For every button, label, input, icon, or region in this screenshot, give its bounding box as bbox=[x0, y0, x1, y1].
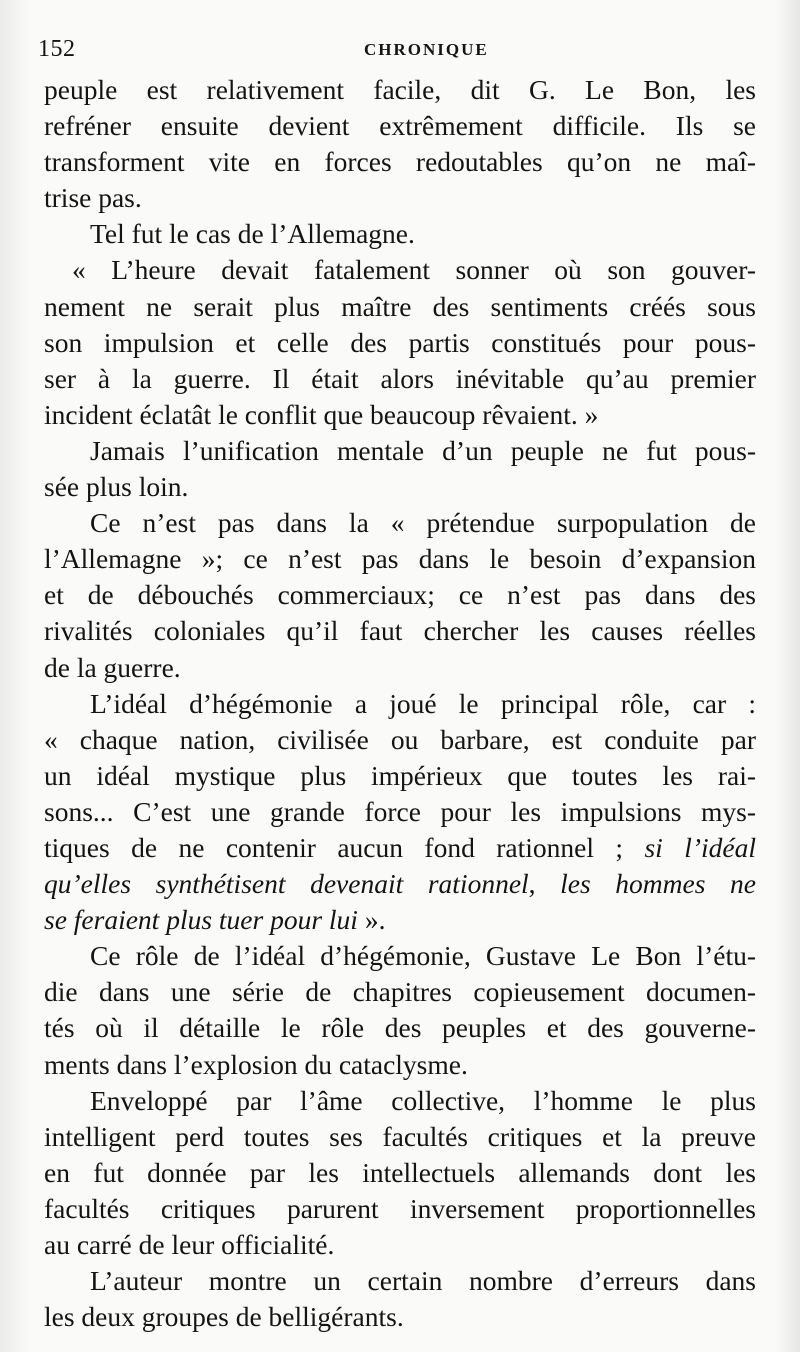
text-segment: Tel fut le cas de l’Allemagne. bbox=[90, 218, 415, 250]
text-line bbox=[44, 252, 756, 288]
italic-text: si l’idéal bbox=[644, 831, 756, 863]
text-segment: Ce n’est pas dans la « prétendue surpopulation de bbox=[90, 507, 756, 539]
text-segment: L’auteur montre un certain nombre d’erreurs dans bbox=[90, 1265, 756, 1297]
text-segment: peuple est relativement facile, dit G. Le Bon, les bbox=[44, 74, 756, 105]
page-header bbox=[38, 36, 754, 66]
text-line bbox=[44, 794, 756, 830]
text-line bbox=[44, 108, 756, 144]
text-line bbox=[44, 722, 756, 758]
text-segment: tiques de ne contenir aucun fond rationnel ; bbox=[44, 831, 645, 863]
text-segment: facultés critiques parurent inversement proportionnelles bbox=[44, 1192, 756, 1224]
italic-text: qu’elles synthétisent devenait rationnel bbox=[44, 868, 529, 900]
body-text bbox=[44, 72, 756, 1335]
text-segment: « L’heure devait fatalement sonner où son gouver- bbox=[72, 254, 756, 286]
text-segment: les deux groupes de belligérants. bbox=[44, 1301, 404, 1333]
text-line bbox=[44, 180, 756, 216]
text-line bbox=[44, 1155, 756, 1191]
text-line bbox=[44, 650, 756, 686]
text-line bbox=[44, 1299, 756, 1335]
text-line bbox=[44, 505, 756, 541]
italic-text: se feraient plus tuer pour lui bbox=[44, 904, 358, 936]
text-line bbox=[44, 144, 756, 180]
text-segment: en fut donnée par les intellectuels allemands dont les bbox=[44, 1156, 756, 1188]
text-line bbox=[44, 72, 756, 108]
text-line bbox=[44, 830, 756, 866]
text-line bbox=[44, 433, 756, 469]
text-segment: rivalités coloniales qu’il faut chercher les causes réelles bbox=[44, 615, 756, 647]
text-line bbox=[44, 577, 756, 613]
text-segment: , bbox=[528, 868, 561, 900]
text-line bbox=[44, 289, 756, 325]
text-segment: Enveloppé par l’âme collective, l’homme le plus bbox=[90, 1084, 756, 1116]
text-segment: ». bbox=[357, 904, 386, 936]
text-segment: die dans une série de chapitres copieusement documen- bbox=[44, 976, 756, 1008]
text-segment: « chaque nation, civilisée ou barbare, est conduite par bbox=[44, 723, 756, 755]
text-line bbox=[44, 902, 756, 938]
text-segment: son impulsion et celle des partis constitués pour pous- bbox=[44, 326, 756, 358]
text-line bbox=[44, 866, 756, 902]
text-line bbox=[44, 1083, 756, 1119]
text-segment: trise pas. bbox=[44, 182, 142, 214]
text-segment: au carré de leur officialité. bbox=[44, 1229, 335, 1260]
text-line bbox=[44, 1119, 756, 1155]
text-line bbox=[44, 1191, 756, 1227]
text-line bbox=[44, 397, 756, 433]
text-segment: et de débouchés commerciaux; ce n’est pas dans des bbox=[44, 579, 756, 611]
text-segment: intelligent perd toutes ses facultés critiques et la preuve bbox=[44, 1120, 756, 1152]
text-line bbox=[44, 469, 756, 505]
text-line bbox=[44, 1010, 756, 1046]
text-line bbox=[44, 938, 756, 974]
text-line bbox=[44, 216, 756, 252]
text-segment: ser à la guerre. Il était alors inévitable qu’au premier bbox=[44, 362, 756, 394]
text-line bbox=[44, 325, 756, 361]
text-line bbox=[44, 1263, 756, 1299]
italic-text: les hommes ne bbox=[560, 868, 756, 900]
text-segment: ments dans l’explosion du cataclysme. bbox=[44, 1048, 468, 1080]
text-segment: sons... C’est une grande force pour les impulsions mys- bbox=[44, 795, 756, 827]
text-line bbox=[44, 613, 756, 649]
page-number: 152 bbox=[38, 36, 76, 62]
text-segment: L’idéal d’hégémonie a joué le principal rôle, car : bbox=[90, 687, 756, 719]
text-segment: sée plus loin. bbox=[44, 471, 189, 503]
text-segment: un idéal mystique plus impérieux que toutes les rai- bbox=[44, 759, 756, 791]
text-segment: Ce rôle de l’idéal d’hégémonie, Gustave Le Bon l’étu- bbox=[90, 940, 756, 972]
text-line bbox=[44, 758, 756, 794]
text-segment: nement ne serait plus maître des sentiments créés sous bbox=[44, 290, 756, 322]
text-line bbox=[44, 541, 756, 577]
text-line bbox=[44, 1227, 756, 1263]
text-segment: Jamais l’unification mentale d’un peuple ne fut pous- bbox=[90, 434, 756, 466]
text-segment: de la guerre. bbox=[44, 651, 181, 683]
text-line bbox=[44, 1047, 756, 1083]
text-segment: incident éclatât le conflit que beaucoup rêvaient. » bbox=[44, 398, 599, 430]
text-line bbox=[44, 974, 756, 1010]
text-segment: transforment vite en forces redoutables qu’on ne maî- bbox=[44, 146, 756, 178]
text-segment: l’Allemagne »; ce n’est pas dans le besoin d’expansion bbox=[44, 543, 756, 575]
running-head: CHRONIQUE bbox=[364, 40, 489, 59]
text-segment: tés où il détaille le rôle des peuples et des gouverne- bbox=[44, 1012, 756, 1044]
text-segment: refréner ensuite devient extrêmement difficile. Ils se bbox=[44, 110, 756, 142]
text-line bbox=[44, 686, 756, 722]
text-line bbox=[44, 361, 756, 397]
